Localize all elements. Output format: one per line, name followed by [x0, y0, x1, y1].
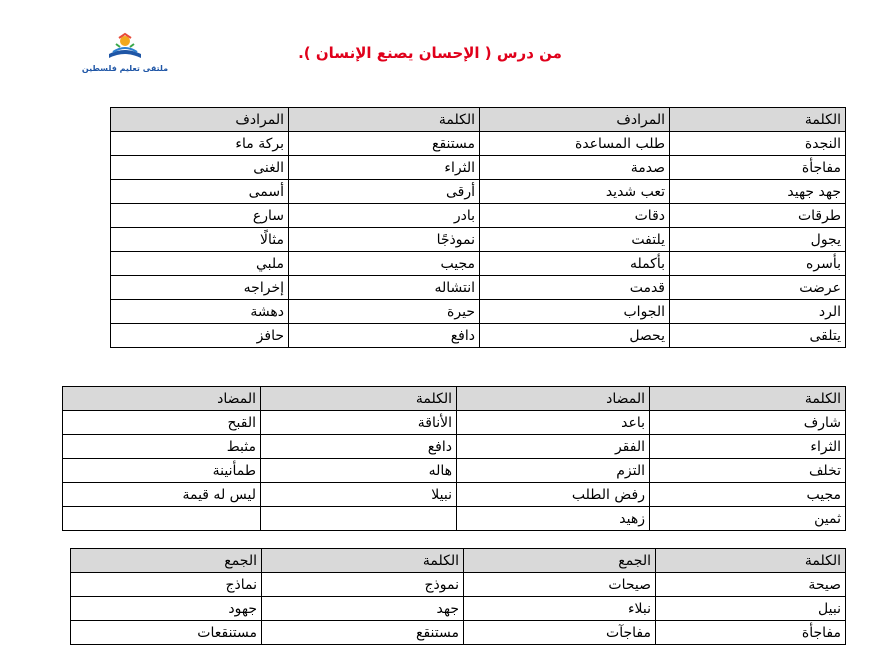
table-cell: مستنقع: [289, 132, 480, 156]
table-cell: النجدة: [670, 132, 846, 156]
header-cell: المرادف: [111, 108, 289, 132]
table-cell: رفض الطلب: [457, 483, 650, 507]
table-cell: صيحة: [656, 573, 846, 597]
table-header-row: [111, 108, 846, 132]
table-cell: طلب المساعدة: [480, 132, 670, 156]
table-cell: إخراجه: [111, 276, 289, 300]
header-cell: الكلمة: [261, 387, 457, 411]
table-cell: الغنى: [111, 156, 289, 180]
table-cell: يتلقى: [670, 324, 846, 348]
header-cell: الجمع: [464, 549, 656, 573]
table-row: [111, 228, 846, 252]
table-row: [71, 573, 846, 597]
table-cell: القبح: [63, 411, 261, 435]
table-cell: مجيب: [289, 252, 480, 276]
table-cell: يجول: [670, 228, 846, 252]
table-cell: زهيد: [457, 507, 650, 531]
table-cell: بادر: [289, 204, 480, 228]
table-row: [63, 435, 846, 459]
table-cell: مثالًا: [111, 228, 289, 252]
table-cell: [261, 507, 457, 531]
table-cell: الأناقة: [261, 411, 457, 435]
table-cell: الرد: [670, 300, 846, 324]
table-cell: التزم: [457, 459, 650, 483]
table-cell: ليس له قيمة: [63, 483, 261, 507]
table-cell: سارع: [111, 204, 289, 228]
table-cell: يلتفت: [480, 228, 670, 252]
table-row: [111, 324, 846, 348]
plurals-table: [70, 548, 846, 645]
header-cell: المضاد: [63, 387, 261, 411]
table-row: [111, 252, 846, 276]
table-cell: مستنقعات: [71, 621, 262, 645]
table-cell: نبيل: [656, 597, 846, 621]
table-cell: جهد جهيد: [670, 180, 846, 204]
table-cell: مفاجآت: [464, 621, 656, 645]
table-row: [111, 132, 846, 156]
table-cell: الثراء: [650, 435, 846, 459]
table-row: [111, 180, 846, 204]
table-row: [111, 276, 846, 300]
table-cell: قدمت: [480, 276, 670, 300]
table-cell: جهود: [71, 597, 262, 621]
table-cell: انتشاله: [289, 276, 480, 300]
table-cell: باعد: [457, 411, 650, 435]
table-cell: عرضت: [670, 276, 846, 300]
table-cell: تعب شديد: [480, 180, 670, 204]
table-cell: طمأنينة: [63, 459, 261, 483]
table-row: [63, 507, 846, 531]
table-cell: حيرة: [289, 300, 480, 324]
table-cell: مثبط: [63, 435, 261, 459]
header-cell: الكلمة: [656, 549, 846, 573]
header-cell: المضاد: [457, 387, 650, 411]
table-cell: دهشة: [111, 300, 289, 324]
table-cell: شارف: [650, 411, 846, 435]
table-cell: [63, 507, 261, 531]
table-cell: الثراء: [289, 156, 480, 180]
table-row: [63, 411, 846, 435]
table-row: [111, 300, 846, 324]
logo-caption: ملتقى تعليم فلسطين: [81, 64, 169, 73]
table-cell: ملبي: [111, 252, 289, 276]
table-cell: تخلف: [650, 459, 846, 483]
table-header-row: [71, 549, 846, 573]
table-cell: بأكمله: [480, 252, 670, 276]
table-cell: ثمين: [650, 507, 846, 531]
header-cell: الكلمة: [650, 387, 846, 411]
table-cell: حافز: [111, 324, 289, 348]
table-header-row: [63, 387, 846, 411]
table-cell: مفاجأة: [670, 156, 846, 180]
table-cell: الفقر: [457, 435, 650, 459]
table-cell: صيحات: [464, 573, 656, 597]
header-cell: المرادف: [480, 108, 670, 132]
table-cell: صدمة: [480, 156, 670, 180]
book-logo-icon: [105, 32, 145, 62]
table-cell: نبيلا: [261, 483, 457, 507]
table-cell: دقات: [480, 204, 670, 228]
table-cell: نموذج: [262, 573, 464, 597]
table-cell: أسمى: [111, 180, 289, 204]
table-cell: مستنقع: [262, 621, 464, 645]
table-row: [63, 459, 846, 483]
header-cell: الكلمة: [262, 549, 464, 573]
table-cell: هاله: [261, 459, 457, 483]
table-cell: مجيب: [650, 483, 846, 507]
page-title: من درس ( الإحسان يصنع الإنسان ).: [298, 44, 562, 62]
table-row: [71, 597, 846, 621]
table-row: [71, 621, 846, 645]
table-cell: نبلاء: [464, 597, 656, 621]
table-cell: أرقى: [289, 180, 480, 204]
table-row: [111, 156, 846, 180]
header-cell: الكلمة: [289, 108, 480, 132]
logo: [70, 32, 180, 86]
table-cell: مفاجأة: [656, 621, 846, 645]
table-cell: جهد: [262, 597, 464, 621]
table-cell: نماذج: [71, 573, 262, 597]
header-cell: الكلمة: [670, 108, 846, 132]
table-cell: الجواب: [480, 300, 670, 324]
table-row: [63, 483, 846, 507]
table-cell: بأسره: [670, 252, 846, 276]
table-cell: دافع: [289, 324, 480, 348]
synonyms-table: [110, 107, 846, 348]
table-cell: نموذجًا: [289, 228, 480, 252]
table-cell: دافع: [261, 435, 457, 459]
table-cell: طرقات: [670, 204, 846, 228]
table-cell: يحصل: [480, 324, 670, 348]
header-cell: الجمع: [71, 549, 262, 573]
table-cell: بركة ماء: [111, 132, 289, 156]
antonyms-table: [62, 386, 846, 531]
table-row: [111, 204, 846, 228]
